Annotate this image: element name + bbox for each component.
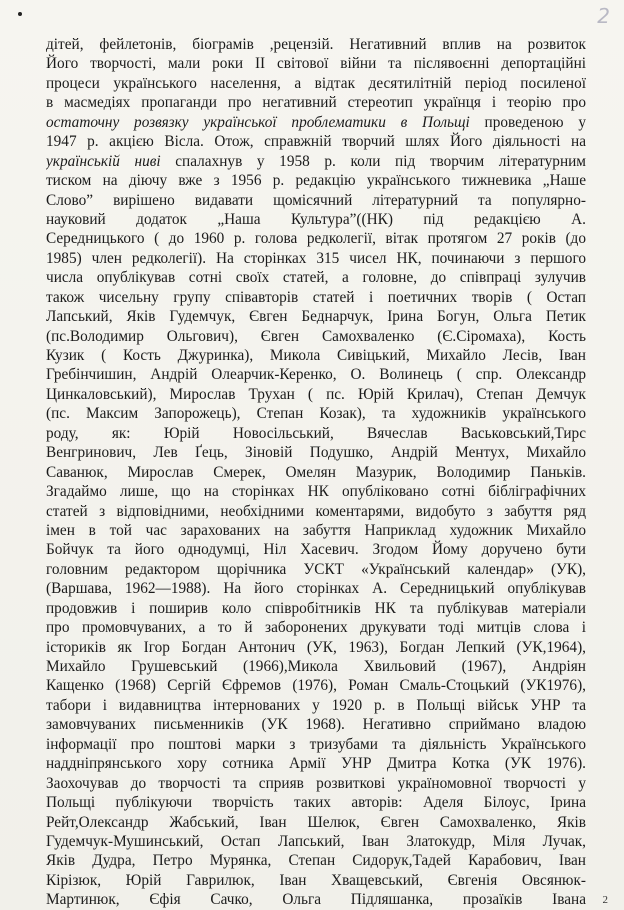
text-line: Лапський, Яків Гудемчук, Євген Беднарчук, Ірина Богун, Ольга Петик <box>46 308 586 326</box>
text-line: замовчуваних письменників (УК 1968). Негативно сприймано владою <box>46 716 586 734</box>
text-line: Кірізюк, Юрій Гаврилюк, Іван Хващевський, Євгенія Овсянюк- <box>46 871 586 889</box>
text-line: Цинкаловський), Мирослав Трухан ( пс. Юрій Крилач), Степан Демчук <box>46 385 586 403</box>
text-line: (пс. Максим Запорожець), Степан Козак), та художників українського <box>46 405 586 423</box>
text-line: Михайло Грушевський (1966),Микола Хвильовий (1967), Андріян <box>46 658 586 675</box>
corner-handwritten-number: 2 <box>597 4 610 28</box>
italic-text: остаточну розвязку української проблематики в Польщі <box>46 113 470 131</box>
text-line: дітей, фейлетонів, біограмів ,рецензій. Негативний вплив на розвиток <box>46 36 586 53</box>
text-line: Середницького ( до 1960 р. голова редколегії, вітак протягом 27 років (до <box>46 230 586 248</box>
text-line: Заохочував до творчості та сприяв розвиткові україномовної творчості у <box>46 774 586 792</box>
text-line: Гудемчук-Мушинський, Остап Лапський, Іван Златокудр, Міля Лучак, <box>46 832 586 850</box>
text-line: 1985) член редколегії). На сторінках 315 чисел НК, починаючи з першого <box>46 249 586 267</box>
text-line: також чисельну групу співавторів статей і поетичних творів ( Остап <box>46 288 586 306</box>
text-line: Яків Дудра, Петро Мурянка, Степан Сидорук,Тадей Карабович, Іван <box>46 852 586 870</box>
text-line: Рейт,Олександр Жабський, Іван Шелюк, Євген Самохваленко, Яків <box>46 813 586 831</box>
text-line: табори і видавництва інтернованих у 1920 р. в Польщі військ УНР та <box>46 696 586 714</box>
text-line: статей з відповідними, необхідними коментарями, видобуто з забуття ряд <box>46 502 586 520</box>
text-line: остаточну розвязку української проблематики в Польщі проведеною у <box>46 113 586 131</box>
text-line: Кащенко (1968) Сергій Єфремов (1976), Роман Смаль-Стоцький (УК1976), <box>46 677 586 695</box>
page-number: 2 <box>602 894 608 906</box>
text-line: тиском на діючу вже з 1956 р. редакцію українського тижневика „Наше <box>46 172 586 190</box>
body-text <box>46 35 586 910</box>
text-line: числа опублікував сотні своїх статей, а головне, до співпраці зулучив <box>46 269 586 287</box>
text-line: інформації про поштові марки з тризубами та діяльність Українського <box>46 735 586 753</box>
text-line: (Варшава, 1962—1988). На його сторінках А. Середницький опублікував <box>46 580 586 598</box>
text-line: Польщі публікуючи творчість таких авторів: Аделя Білоус, Ірина <box>46 794 586 812</box>
bullet-mark <box>18 12 22 16</box>
text-line: в масмедіях пропаганди про негативний стереотип українця і теорію про <box>46 94 586 112</box>
text-line: Бойчук та його однодумці, Ніл Хасевич. Згодом Йому доручено бути <box>46 541 586 559</box>
text-line: науковий додаток „Наша Культура”((НК) під редакцією А. <box>46 210 586 228</box>
text-line: про промовчуваних, а то й заборонених друкувати тоді митців слова і <box>46 619 586 637</box>
text-line: Венгринович, Лев Ґець, Зіновій Подушко, Андрій Ментух, Михайло <box>46 444 586 462</box>
text-line: Мартинюк, Єфія Сачко, Ольга Підляшанка, прозаїків Івана <box>46 891 586 909</box>
text-line: Його творчості, мали роки II світової війни та післявоєнні депортаційні <box>46 55 586 73</box>
text-line: 1947 р. акцією Вісла. Отож, справжній творчий шлях Його діяльності на <box>46 133 586 151</box>
text-line: Саванюк, Мирослав Смерек, Омелян Мазурик, Володимир Паньків. <box>46 463 586 481</box>
text-line: роду, як: Юрій Новосільський, Вячеслав Васьковський,Тирс <box>46 424 586 442</box>
text-line: наддніпрянського хору сотника Армії УНР Дмитра Котка (УК 1976). <box>46 755 586 773</box>
text-line: імен в той час зарахованих на забуття Наприклад художник Михайло <box>46 521 586 539</box>
text-line: Слово” вирішено видавати щомісячний літературний та популярно- <box>46 191 586 209</box>
text-line: (пс.Володимир Ольгович), Євген Самохваленко (Є.Сіромаха), Кость <box>46 327 586 345</box>
text-line: головним редактором щорічника УСКТ «Український календар» (УК), <box>46 560 586 578</box>
text-line: процеси українського населення, а відтак десятилітній період посиленої <box>46 74 586 92</box>
text-line: Кузик ( Кость Джуринка), Микола Сивіцький, Михайло Лесів, Іван <box>46 347 586 364</box>
text-line: Гребінчишин, Андрій Олеарчик-Керенко, О. Волинець ( спр. Олександр <box>46 366 586 384</box>
italic-text: українській ниві <box>46 152 161 170</box>
text-line: істориків як Ігор Богдан Антонич (УК, 1963), Богдан Лепкий (УК,1964), <box>46 638 586 656</box>
text-line: Згадаймо лише, що на сторінках НК опубліковано сотні бібліграфічних <box>46 483 586 501</box>
text-line: українській ниві спалахнув у 1958 р. коли під творчим літературним <box>46 152 586 170</box>
text-line: продовжив і поширив коло співробітників НК та публікував матеріали <box>46 599 586 617</box>
